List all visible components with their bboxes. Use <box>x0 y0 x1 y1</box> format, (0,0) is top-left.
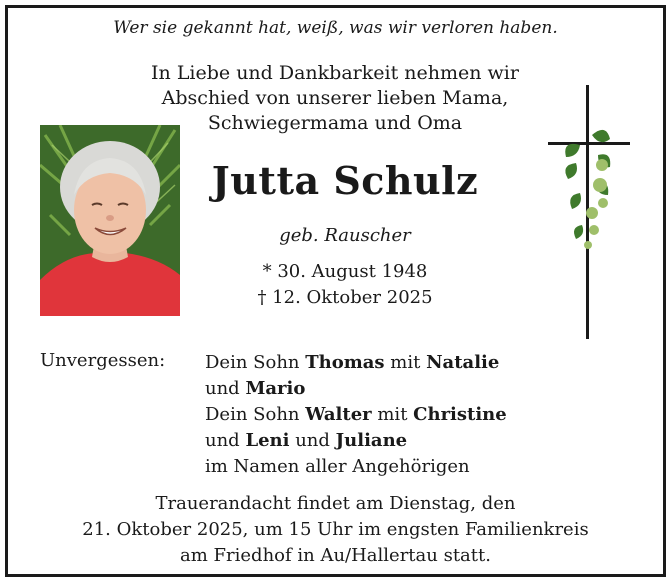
mourner-line <box>205 402 625 428</box>
mourner-name: Natalie <box>426 352 500 373</box>
mourner-line <box>205 350 625 376</box>
mourner-name: Mario <box>245 378 306 399</box>
funeral-info-line: am Friedhof in Au/Hallertau statt. <box>180 545 491 566</box>
intro-line: Schwiegermama und Oma <box>207 112 463 134</box>
intro-line: Abschied von unserer lieben Mama, <box>161 87 509 109</box>
birth-date: * 30. August 1948 <box>262 261 428 282</box>
mourner-name: Walter <box>305 404 372 425</box>
mourners-list <box>205 350 625 480</box>
mourner-name: Christine <box>413 404 507 425</box>
mourner-text: und <box>289 430 336 451</box>
mourners-label: Unvergessen: <box>40 350 166 371</box>
life-dates <box>200 259 490 311</box>
mourner-text: und <box>205 430 246 451</box>
mourner-text: Dein Sohn <box>205 352 306 373</box>
mourner-name: Leni <box>245 430 290 451</box>
mourner-text: Dein Sohn <box>205 404 306 425</box>
intro-line: In Liebe und Dankbarkeit nehmen wir <box>151 62 519 84</box>
mourner-text: und <box>205 378 246 399</box>
motto-text: Wer sie gekannt hat, weiß, was wir verloren haben. <box>113 18 558 38</box>
funeral-info <box>0 491 671 569</box>
mourner-text: im Namen aller Angehörigen <box>205 456 470 477</box>
mourner-name: Juliane <box>335 430 408 451</box>
mourner-line <box>205 376 625 402</box>
mourner-line <box>205 428 625 454</box>
birth-name: geb. Rauscher <box>279 225 411 246</box>
portrait-photo <box>40 125 180 316</box>
death-date: † 12. Oktober 2025 <box>257 287 433 308</box>
funeral-info-line: Trauerandacht findet am Dienstag, den <box>155 493 516 514</box>
portrait-illustration <box>40 125 180 316</box>
mourner-name: Thomas <box>305 352 385 373</box>
funeral-info-line: 21. Oktober 2025, um 15 Uhr im engsten Familienkreis <box>82 519 589 540</box>
mourner-text: mit <box>384 352 427 373</box>
cross-with-ivy-icon <box>540 85 640 340</box>
mourner-text: mit <box>371 404 414 425</box>
mourner-line <box>205 454 625 480</box>
deceased-name: Jutta Schulz <box>211 158 479 203</box>
